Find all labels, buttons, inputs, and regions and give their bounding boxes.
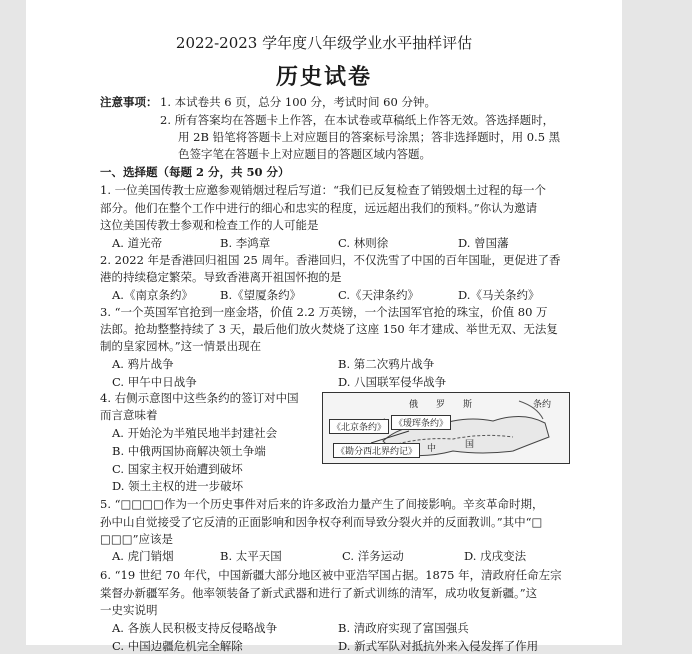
treaty-map-figure — [322, 392, 570, 464]
q2-option-b: B.《望厦条约》 — [220, 288, 302, 302]
q5-option-c: C. 洋务运动 — [342, 549, 404, 563]
q2-line-1: 2. 2022 年是香港回归祖国 25 周年。香港回归，不仅洗雪了中国的百年国耻，更促进了香 — [100, 253, 561, 267]
map-label-tiaoyue: 条约 — [533, 400, 552, 410]
notes-item-2-line-3: 色签字笔在答题卡上对应题目的答题区域内答题。 — [178, 147, 431, 161]
map-label-northwest-treaty: 《勘分西北界约记》 — [333, 443, 420, 458]
q5-option-d: D. 戊戌变法 — [464, 549, 527, 563]
q3-option-d: D. 八国联军侵华战争 — [338, 375, 447, 389]
q4-line-2: 而言意味着 — [100, 408, 158, 422]
exam-subject-title: 历史试卷 — [275, 64, 372, 90]
q6-option-d: D. 新式军队对抵抗外来入侵发挥了作用 — [338, 639, 539, 653]
section-heading: 一、选择题（每题 2 分，共 50 分） — [100, 165, 290, 179]
map-label-zhong: 中 — [427, 444, 437, 454]
q3-option-c: C. 甲午中日战争 — [112, 375, 197, 389]
exam-page — [26, 0, 622, 653]
q4-option-c: C. 国家主权开始遭到破坏 — [112, 462, 243, 476]
q5-line-3: □□□”应该是 — [100, 532, 173, 546]
q4-option-d: D. 领土主权的进一步破坏 — [112, 479, 244, 493]
q6-line-3: 一史实说明 — [100, 603, 158, 617]
q1-option-c: C. 林则徐 — [338, 236, 389, 250]
notes-item-2-line-1: 2. 所有答案均在答题卡上作答，在本试卷或草稿纸上作答无效。答选择题时， — [160, 113, 555, 127]
q1-line-3: 这位美国传教士参观和检查工作的人可能是 — [100, 218, 319, 232]
map-label-beijing-treaty: 《北京条约》 — [329, 419, 389, 434]
exam-header-title: 2022-2023 学年度八年级学业水平抽样评估 — [175, 34, 473, 52]
q1-option-d: D. 曾国藩 — [458, 236, 509, 250]
q2-line-2: 港的持续稳定繁荣。导致香港离开祖国怀抱的是 — [100, 270, 342, 284]
q5-line-1: 5. “□□□□作为一个历史事件对后来的许多政治力量产生了间接影响。辛亥革命时期， — [100, 497, 544, 511]
notes-item-1: 1. 本试卷共 6 页，总分 100 分，考试时间 60 分钟。 — [160, 95, 436, 109]
q2-option-a: A.《南京条约》 — [112, 288, 193, 302]
q3-option-b: B. 第二次鸦片战争 — [338, 357, 435, 371]
q3-option-a: A. 鸦片战争 — [112, 357, 174, 371]
q5-option-b: B. 太平天国 — [220, 549, 282, 563]
q2-option-d: D.《马关条约》 — [458, 288, 540, 302]
q3-line-3: 制的皇家园林。”这一情景出现在 — [100, 339, 262, 353]
q4-option-a: A. 开始沦为半殖民地半封建社会 — [112, 426, 278, 440]
q1-option-b: B. 李鸿章 — [220, 236, 271, 250]
notes-item-2-line-2: 用 2B 铅笔将答题卡上对应题目的答案标号涂黑；答非选择题时，用 0.5 黑 — [178, 130, 561, 144]
q6-option-c: C. 中国边疆危机完全解除 — [112, 639, 243, 653]
q5-option-a: A. 虎门销烟 — [112, 549, 174, 563]
q6-line-2: 棠督办新疆军务。他率领装备了新式武器和进行了新式训练的清军，成功收复新疆。”这 — [100, 586, 538, 600]
map-label-aihun-treaty: 《瑷珲条约》 — [391, 415, 451, 430]
map-label-guo: 国 — [465, 440, 475, 450]
q6-line-1: 6. “19 世纪 70 年代，中国新疆大部分地区被中亚浩罕国占据。1875 年，清政府任命左宗 — [100, 568, 562, 582]
q3-line-1: 3. “一个英国军官抢到一座金塔，价值 2.2 万英镑，一个法国军官抢的珠宝，价值 80 万 — [100, 305, 548, 319]
map-label-russia: 俄 罗 斯 — [409, 400, 473, 410]
q1-line-1: 1. 一位美国传教士应邀参观销烟过程后写道：“我们已反复检查了销毁烟土过程的每一个 — [100, 183, 547, 197]
q4-option-b: B. 中俄两国协商解决领土争端 — [112, 444, 266, 458]
q2-option-c: C.《天津条约》 — [338, 288, 420, 302]
q4-line-1: 4. 右侧示意图中这些条约的签订对中国 — [100, 391, 299, 405]
q1-option-a: A. 道光帝 — [112, 236, 163, 250]
q3-line-2: 法郎。抢劫整整持续了 3 天，最后他们放火焚烧了这座 150 年才建成、举世无双、无法复 — [100, 322, 558, 336]
q6-option-a: A. 各族人民积极支持反侵略战争 — [112, 621, 278, 635]
q5-line-2: 孙中山自觉接受了它反清的正面影响和因争权夺利而导致分裂火并的反面教训。”其中“□ — [100, 515, 543, 529]
q1-line-2: 部分。他们在整个工作中进行的细心和忠实的程度，远远超出我们的预料。”你认为邀请 — [100, 201, 538, 215]
notes-label: 注意事项： — [100, 95, 158, 109]
q6-option-b: B. 清政府实现了富国强兵 — [338, 621, 469, 635]
